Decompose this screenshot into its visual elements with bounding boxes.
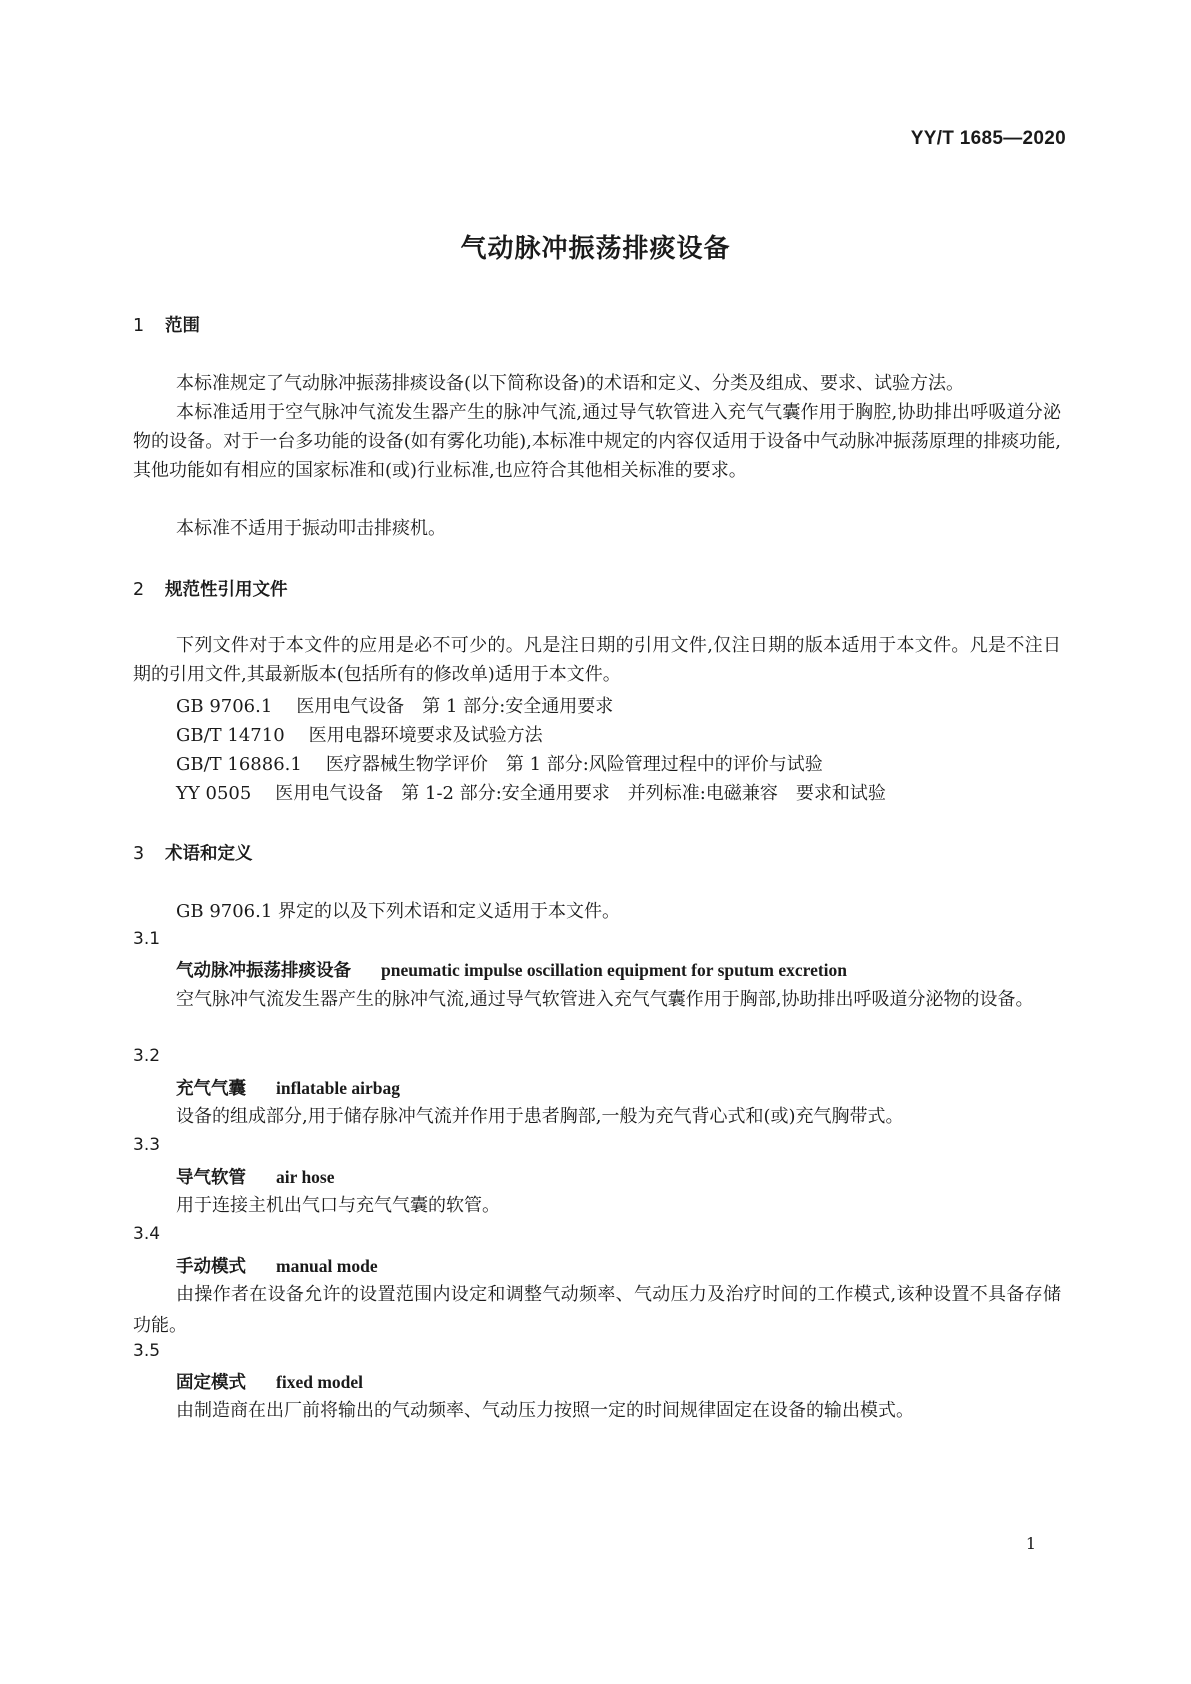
reference-title: 医用电器环境要求及试验方法 xyxy=(308,725,543,746)
term-definition: 设备的组成部分,用于储存脉冲气流并作用于患者胸部,一般为充气背心式和(或)充气胸带式。 xyxy=(176,1106,904,1127)
section-title: 范围 xyxy=(165,316,200,336)
reference-item xyxy=(176,692,613,718)
term-en: air hose xyxy=(276,1167,335,1187)
term-definition: 由制造商在出厂前将输出的气动频率、气动压力按照一定的时间规律固定在设备的输出模式。 xyxy=(176,1400,914,1421)
section-3-heading xyxy=(133,840,253,865)
term-zh: 导气软管 xyxy=(176,1168,246,1188)
section-2-heading xyxy=(133,576,288,601)
reference-title: 医疗器械生物学评价 第 1 部分:风险管理过程中的评价与试验 xyxy=(325,754,823,775)
paragraph: 本标准不适用于振动叩击排痰机。 xyxy=(176,518,446,539)
reference-code: GB/T 14710 xyxy=(176,725,285,746)
document-title: 气动脉冲振荡排痰设备 xyxy=(460,234,731,264)
term-entry xyxy=(176,1253,378,1278)
reference-item xyxy=(176,750,823,776)
section-number: 3 xyxy=(133,844,145,864)
paragraph: 本标准规定了气动脉冲振荡排痰设备(以下简称设备)的术语和定义、分类及组成、要求、试验方法。 xyxy=(176,373,965,394)
term-number: 3.2 xyxy=(133,1046,161,1066)
term-definition: 空气脉冲气流发生器产生的脉冲气流,通过导气软管进入充气气囊作用于胸部,协助排出呼吸道分泌物的设备。 xyxy=(176,989,1034,1010)
reference-code: YY 0505 xyxy=(176,783,252,804)
term-entry xyxy=(176,1164,335,1189)
reference-item xyxy=(176,779,886,805)
section-number: 2 xyxy=(133,580,145,600)
term-number: 3.5 xyxy=(133,1341,161,1361)
paragraph: GB 9706.1 界定的以及下列术语和定义适用于本文件。 xyxy=(176,901,621,922)
term-en: inflatable airbag xyxy=(276,1078,400,1098)
term-number: 3.4 xyxy=(133,1224,161,1244)
term-zh: 固定模式 xyxy=(176,1373,246,1393)
term-en: fixed model xyxy=(276,1372,364,1392)
page-number: 1 xyxy=(1025,1534,1036,1553)
reference-item xyxy=(176,721,543,747)
term-zh: 气动脉冲振荡排痰设备 xyxy=(176,961,351,981)
reference-code: GB 9706.1 xyxy=(176,696,273,717)
reference-title: 医用电气设备 第 1-2 部分:安全通用要求 并列标准:电磁兼容 要求和试验 xyxy=(275,783,886,804)
section-1-heading xyxy=(133,312,200,337)
term-number: 3.1 xyxy=(133,929,161,949)
term-definition: 用于连接主机出气口与充气气囊的软管。 xyxy=(176,1195,500,1216)
term-definition: 由操作者在设备允许的设置范围内设定和调整气动频率、气动压力及治疗时间的工作模式,该种设置不具备存储功能。 xyxy=(133,1284,1061,1336)
term-entry xyxy=(176,1369,363,1394)
section-title: 规范性引用文件 xyxy=(165,580,288,600)
section-title: 术语和定义 xyxy=(165,844,253,864)
term-entry xyxy=(176,957,847,982)
standard-code: YY/T 1685—2020 xyxy=(910,128,1066,149)
paragraph: 本标准适用于空气脉冲气流发生器产生的脉冲气流,通过导气软管进入充气气囊作用于胸腔,协助排出呼吸道分泌物的设备。对于一台多功能的设备(如有雾化功能),本标准中规定的内容仅适用于设备中气动脉冲振荡原理的排痰功能,其他功能如有相应的国家标准和(或)行业标准,也应符合其他相关标准的要求。 xyxy=(133,402,1061,481)
term-zh: 手动模式 xyxy=(176,1257,246,1277)
term-entry xyxy=(176,1075,400,1100)
term-number: 3.3 xyxy=(133,1135,161,1155)
section-number: 1 xyxy=(133,316,145,336)
reference-code: GB/T 16886.1 xyxy=(176,754,302,775)
term-zh: 充气气囊 xyxy=(176,1079,246,1099)
term-en: manual mode xyxy=(276,1256,378,1276)
reference-title: 医用电气设备 第 1 部分:安全通用要求 xyxy=(296,696,614,717)
paragraph: 下列文件对于本文件的应用是必不可少的。凡是注日期的引用文件,仅注日期的版本适用于本文件。凡是不注日期的引用文件,其最新版本(包括所有的修改单)适用于本文件。 xyxy=(133,635,1061,685)
term-en: pneumatic impulse oscillation equipment for sputum excretion xyxy=(381,960,848,980)
